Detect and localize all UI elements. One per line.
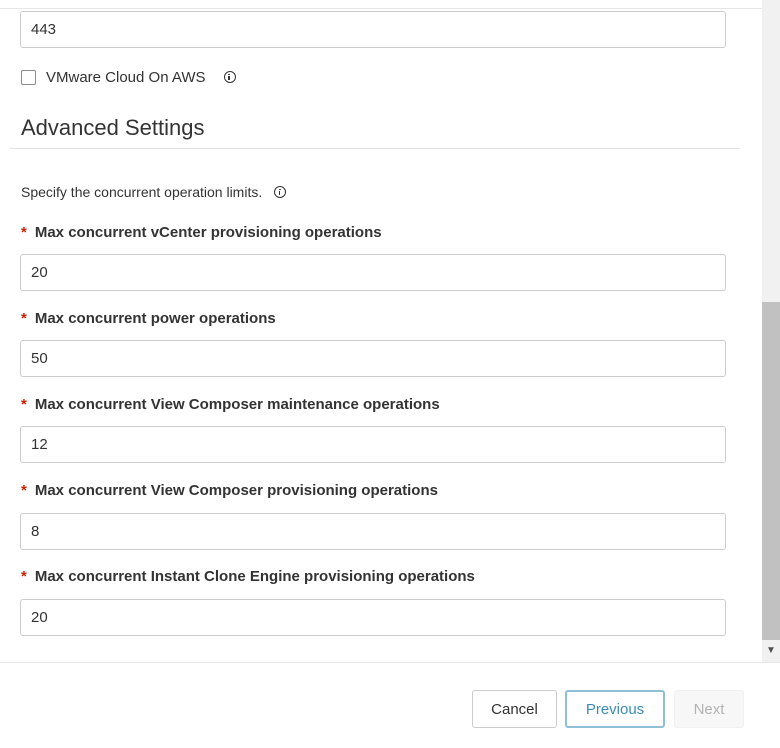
footer-divider: [0, 662, 780, 663]
field-label-text: Max concurrent power operations: [34, 310, 276, 327]
vmc-checkbox-row[interactable]: [21, 66, 236, 88]
vertical-scrollbar-thumb[interactable]: [762, 302, 780, 640]
vmc-checkbox[interactable]: [21, 70, 36, 85]
concurrent-limits-description: [21, 184, 286, 200]
required-asterisk: *: [21, 482, 27, 499]
description-text: Specify the concurrent operation limits.: [21, 184, 263, 200]
composer-maintenance-input[interactable]: [20, 426, 726, 463]
field-label-composer-provisioning: [21, 482, 438, 499]
info-icon[interactable]: [224, 71, 236, 83]
previous-button[interactable]: Previous: [565, 690, 665, 728]
field-label-power-operations: [21, 310, 276, 327]
field-label-composer-maintenance: [21, 396, 440, 413]
info-icon[interactable]: [274, 186, 286, 198]
field-label-vcenter-provisioning: [21, 224, 382, 241]
vmc-checkbox-label[interactable]: VMware Cloud On AWS: [46, 68, 206, 86]
power-operations-input[interactable]: [20, 340, 726, 377]
field-label-instant-clone-provisioning: [21, 568, 475, 585]
instant-clone-provisioning-input[interactable]: [20, 599, 726, 636]
required-asterisk: *: [21, 396, 27, 413]
section-divider: [10, 148, 740, 149]
vcenter-provisioning-input[interactable]: [20, 254, 726, 291]
next-button[interactable]: Next: [674, 690, 744, 728]
composer-provisioning-input[interactable]: [20, 513, 726, 550]
required-asterisk: *: [21, 310, 27, 327]
field-label-text: Max concurrent Instant Clone Engine provisioning operations: [34, 568, 475, 585]
field-label-text: Max concurrent vCenter provisioning operations: [34, 224, 382, 241]
chevron-down-icon[interactable]: ▼: [766, 644, 776, 656]
required-asterisk: *: [21, 224, 27, 241]
field-label-text: Max concurrent View Composer provisioning operations: [34, 482, 438, 499]
required-asterisk: *: [21, 568, 27, 585]
port-input[interactable]: [20, 11, 726, 48]
advanced-settings-heading: Advanced Settings: [21, 115, 205, 140]
field-label-text: Max concurrent View Composer maintenance operations: [34, 396, 440, 413]
cancel-button[interactable]: Cancel: [472, 690, 557, 728]
